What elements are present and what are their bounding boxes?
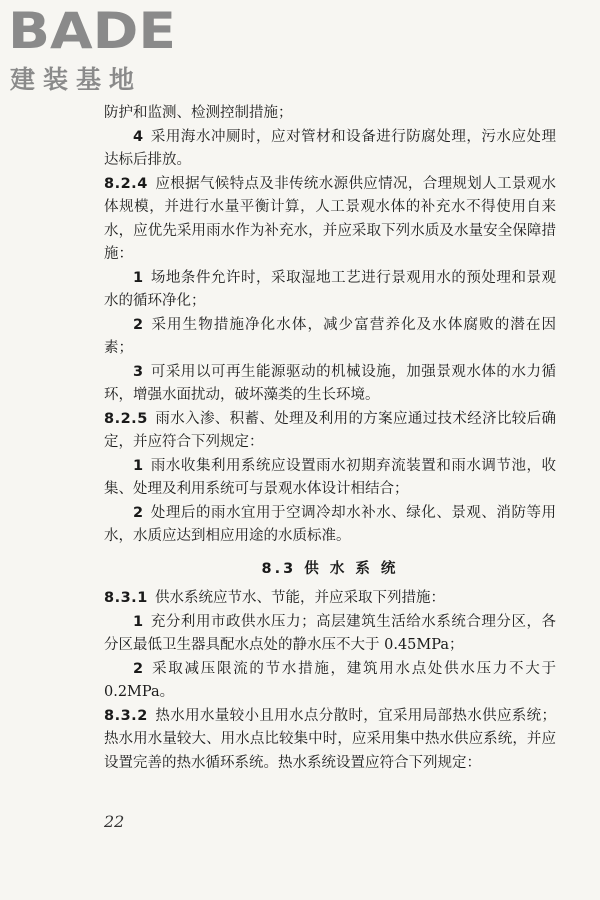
document-body	[104, 102, 556, 775]
item-number: 2	[133, 316, 144, 333]
clause-paragraph	[104, 173, 556, 267]
section-heading: 8.3 供 水 系 统	[261, 560, 399, 577]
paragraph-text: 采用海水冲厕时，应对管材和设备进行防腐处理，污水应处理达标后排放。	[104, 128, 556, 168]
item-number: 2	[133, 504, 144, 521]
paragraph-text: 雨水收集利用系统应设置雨水初期弃流装置和雨水调节池，收集、处理及利用系统可与景观水体设计相结合；	[104, 457, 556, 497]
paragraph-text: 雨水入渗、积蓄、处理及利用的方案应通过技术经济比较后确定，并应符合下列规定：	[104, 410, 556, 450]
paragraph-text: 采取减压限流的节水措施，建筑用水点处供水压力不大于 0.2MPa。	[104, 660, 556, 700]
clause-number: 8.2.5	[104, 410, 148, 427]
clause-number: 8.2.4	[104, 175, 148, 192]
logo-subtitle: 建装基地	[10, 65, 143, 94]
item-number: 1	[133, 457, 144, 474]
paragraph-text: 热水用水量较小且用水点分散时，宜采用局部热水供应系统；热水用水量较大、用水点比较集中时，应采用集中热水供应系统，并应设置完善的热水循环系统。热水系统设置应符合下列规定：	[104, 707, 556, 771]
paragraph-text: 可采用以可再生能源驱动的机械设施，加强景观水体的水力循环，增强水面扰动，破坏藻类的生长环境。	[104, 363, 556, 403]
item-number: 4	[133, 128, 144, 145]
paragraph-text: 应根据气候特点及非传统水源供应情况，合理规划人工景观水体规模，并进行水量平衡计算，人工景观水体的补充水不得使用自来水，应优先采用雨水作为补充水，并应采取下列水质及水量安全保障措施：	[104, 175, 556, 262]
list-item	[104, 502, 556, 549]
list-item	[104, 126, 556, 173]
list-item	[104, 361, 556, 408]
list-item	[104, 658, 556, 705]
paragraph-text: 供水系统应节水、节能，并应采取下列措施：	[155, 590, 446, 606]
list-item	[104, 455, 556, 502]
clause-number: 8.3.1	[104, 590, 148, 606]
bade-logo	[8, 4, 183, 94]
bade-logo-mark	[8, 4, 183, 54]
logo-brand-text: BADE	[8, 4, 176, 54]
list-item	[104, 314, 556, 361]
list-item	[104, 267, 556, 314]
item-number: 1	[133, 613, 144, 630]
paragraph-text: 场地条件允许时，采取湿地工艺进行景观用水的预处理和景观水的循环净化；	[104, 269, 556, 309]
clause-paragraph	[104, 587, 556, 611]
paragraph-text: 采用生物措施净化水体，减少富营养化及水体腐败的潜在因素；	[104, 316, 556, 356]
clause-paragraph	[104, 705, 556, 776]
clause-paragraph	[104, 408, 556, 455]
paragraph-continuation: 防护和监测、检测控制措施；	[104, 105, 293, 121]
paragraph-text: 处理后的雨水宜用于空调冷却水补水、绿化、景观、消防等用水，水质应达到相应用途的水质标准。	[104, 504, 556, 544]
item-number: 3	[133, 363, 144, 380]
item-number: 2	[133, 660, 144, 677]
clause-number: 8.3.2	[104, 707, 148, 724]
page-number: 22	[104, 812, 125, 831]
paragraph-text: 充分利用市政供水压力；高层建筑生活给水系统合理分区，各分区最低卫生器具配水点处的静水压不大于 0.45MPa；	[104, 613, 556, 653]
list-item	[104, 611, 556, 658]
item-number: 1	[133, 269, 144, 286]
